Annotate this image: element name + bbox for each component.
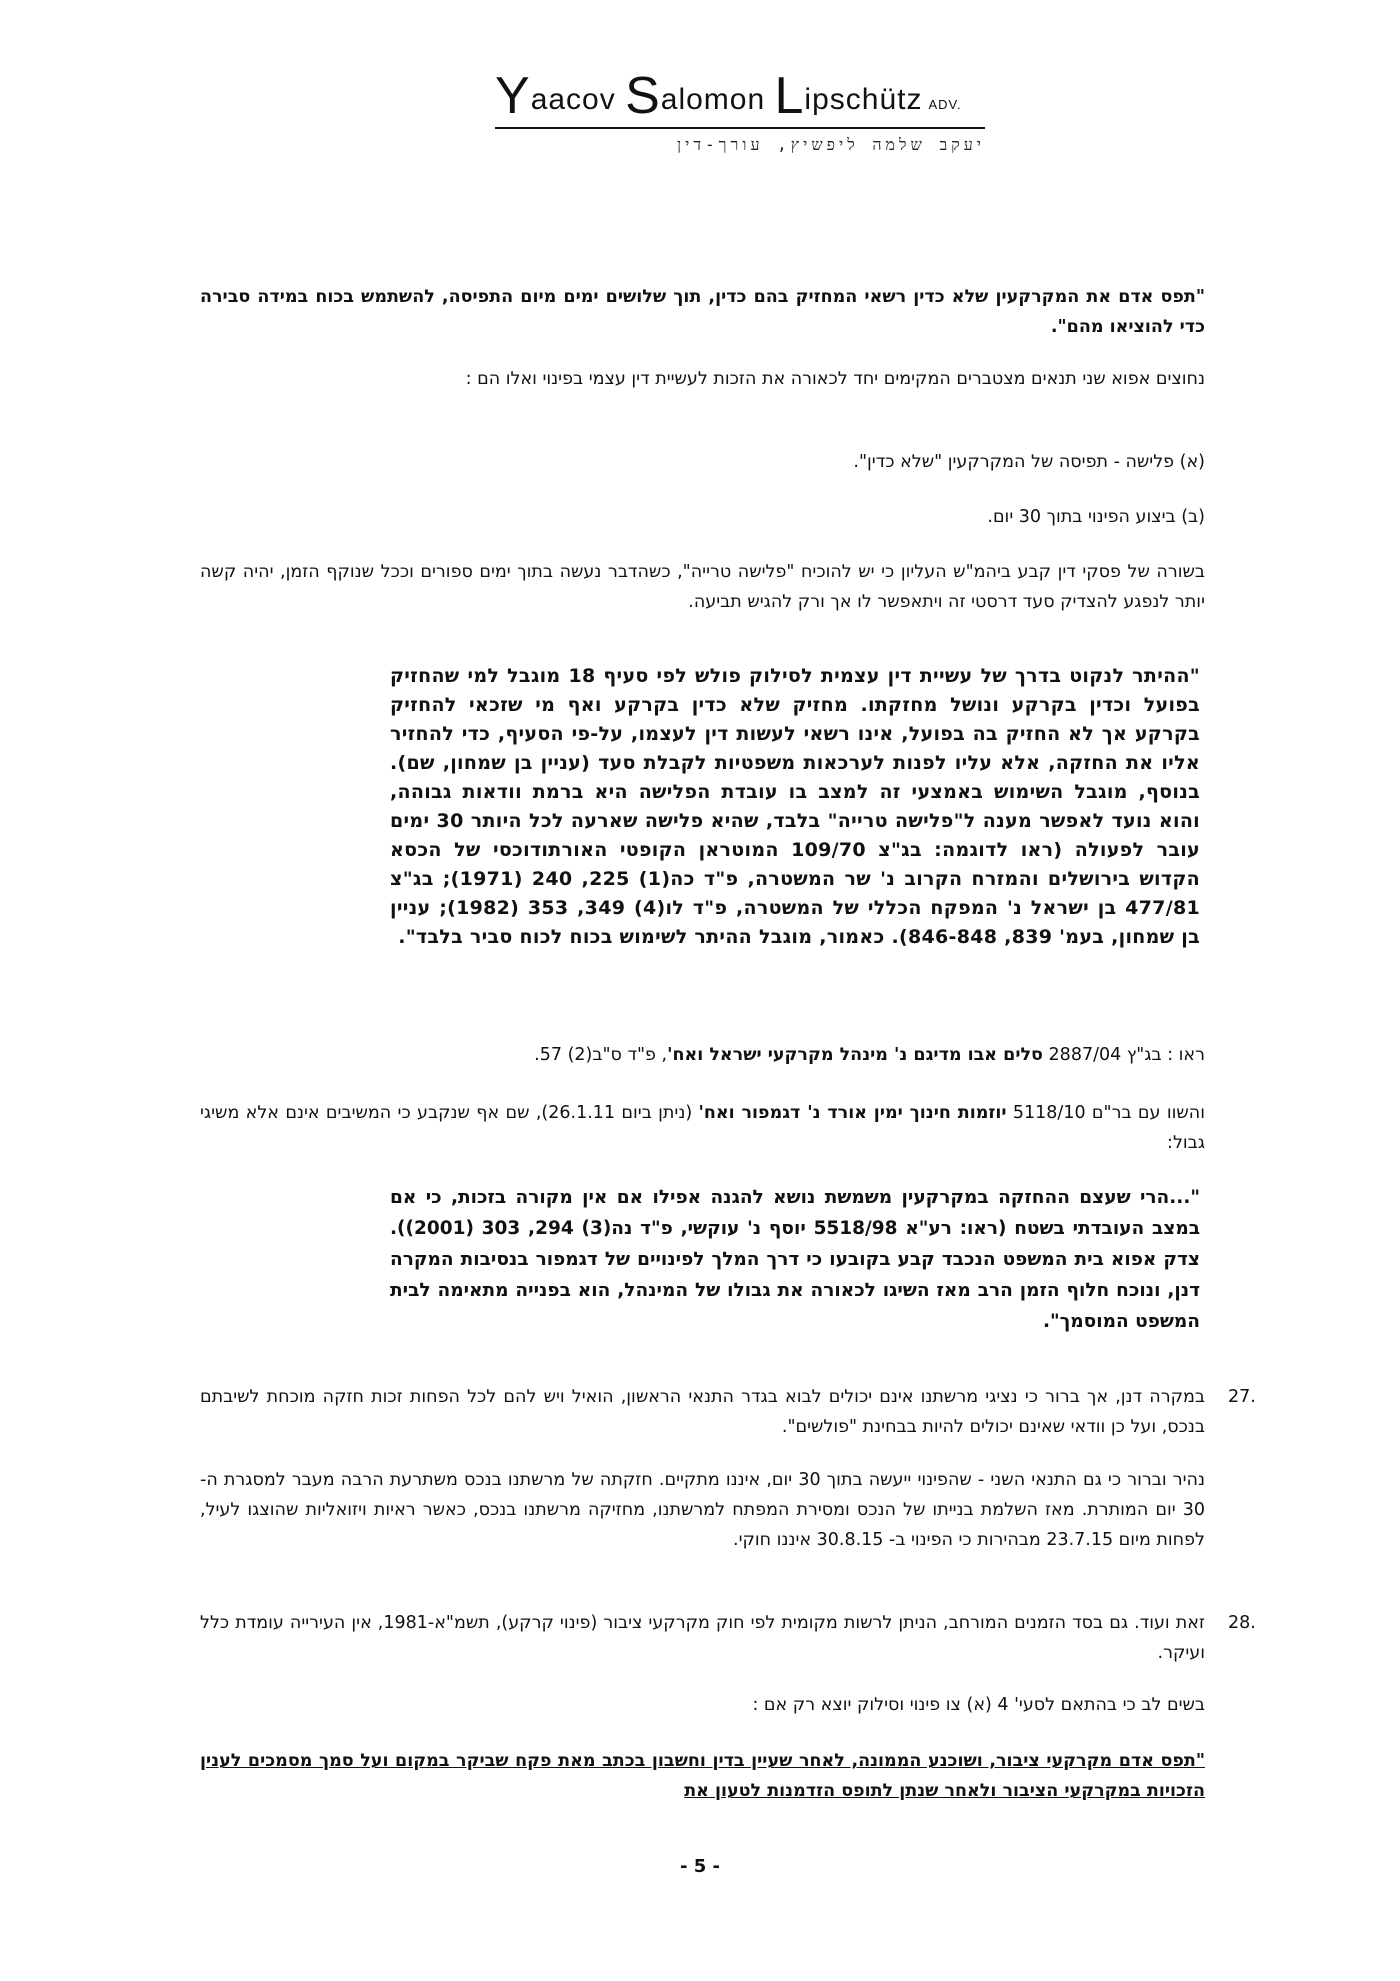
paragraph-item-27: במקרה דנן, אך ברור כי נציגי מרשתנו אינם יכולים לבוא בגדר התנאי הראשון, הואיל ויש להם לכל הפחות זכות חזקה מוכחת לשיבתם בנכס, ועל כן וודאי שאינם יכולים להיות בבחינת "פולשים".: [200, 1387, 1205, 1437]
quote-block-1: "ההיתר לנקוט בדרך של עשיית דין עצמית לסילוק פולש לפי סעיף 18 מוגבל למי שהחזיק בפועל וכדין בקרקע ונושל מחזקתו. מחזיק שלא כדין בקרקע ואף מי שזכאי להחזיק בקרקע אך לא החזיק בה בפועל, אינו רשאי לעשות דין לעצמו, על-פי הסעיף, כדי להחזיר אליו את החזקה, אלא עליו לפנות לערכאות משפטיות לקבלת סעד (עניין בן שמחון, שם). בנוסף, מוגבל השימוש באמצעי זה למצב בו עובדת הפלישה היא ברמת וודאות גבוהה, והוא נועד לאפשר מענה ל"פלישה טרייה" בלבד, שהיא פלישה שארעה לכל היותר 30 ימים עובר לפעולה (ראו לדוגמה: בג"צ 109/70 המוטראן הקופטי האורתודוכסי של הכסא הקדוש בירושלים והמזרח הקרוב נ' שר המשטרה, פ"ד כה(1) 225, 240 (1971); בג"צ 477/81 בן ישראל נ' המפקח הכללי של המשטרה, פ"ד לו(4) 349, 353 (1982); עניין בן שמחון, בעמ' 839, 846-848). כאמור, מוגבל ההיתר לשימוש בכוח לכוח סביר בלבד".: [390, 665, 1200, 948]
paragraph-see-citation: ראו : בג"ץ 2887/04 סלים אבו מדיגם נ' מינהל מקרקעי ישראל ואח', פ"ד ס"ב(2) 57.: [534, 1045, 1205, 1065]
quote-block-2: "...הרי שעצם ההחזקה במקרקעין משמשת נושא להגנה אפילו אם אין מקורה בזכות, כי אם במצב העובדתי בשטח (ראו: רע"א 5518/98 יוסף נ' עוקשי, פ"ד נה(3) 294, 303 (2001)). צדק אפוא בית המשפט הנכבד קבע בקובעו כי דרך המלך לפינויים של דגמפור בנסיבות המקרה דנן, ונוכח חלוף הזמן הרב מאז השיגו לכאורה את גבולו של המינהל, הוא בפנייה מתאימה לבית המשפט המוסמך".: [390, 1187, 1200, 1332]
item-number-27: 27.: [1228, 1387, 1256, 1407]
paragraph-item-28: זאת ועוד. גם בסד הזמנים המורחב, הניתן לרשות מקומית לפי חוק מקרקעי ציבור (פינוי קרקע), תשמ"א-1981, אין העירייה עומדת כלל ועיקר.: [200, 1613, 1205, 1663]
paragraph-second-condition: נהיר וברור כי גם התנאי השני - שהפינוי ייעשה בתוך 30 יום, איננו מתקיים. חזקתה של מרשתנו בנכס משתרעת הרבה מעבר למסגרת ה- 30 יום המותרת. מאז השלמת בנייתו של הנכס ומסירת המפתח למרשתנו, מחזיקה מרשתנו בנכס, כאשר ראיות ויזואליות שהוצגו לעיל, לפחות מיום 23.7.15 מבהירות כי הפינוי ב- 30.8.15 איננו חוקי.: [200, 1470, 1205, 1550]
letterhead-title: ADV.: [928, 97, 962, 112]
letterhead-name: Yaacov Salomon Lipschütz ADV.: [495, 67, 962, 125]
item-number-28: 28.: [1228, 1613, 1256, 1633]
page-number: - 5 -: [680, 1856, 720, 1877]
paragraph-compare-citation: והשוו עם בר"ם 5118/10 יוזמות חינוך ימין אורד נ' דגמפור ואח' (ניתן ביום 26.1.11), שם אף שנקבע כי המשיבים אינם אלא משיגי גבול:: [200, 1103, 1205, 1153]
paragraph-conditions: נחוצים אפוא שני תנאים מצטברים המקימים יחד לכאורה את הזכות לעשיית דין עצמי בפינוי ואלו הם :: [465, 369, 1205, 389]
letterhead-rule: [495, 127, 985, 129]
paragraph-section-4a: בשים לב כי בהתאם לסעי' 4 (א) צו פינוי וסילוק יוצא רק אם :: [752, 1695, 1205, 1715]
paragraph-case-law: בשורה של פסקי דין קבע ביהמ"ש העליון כי יש להוכיח "פלישה טרייה", כשהדבר נעשה בתוך ימים ספורים וככל שנוקף הזמן, יהיה קשה יותר לנפגע להצדיק סעד דרסטי זה ויתאפשר לו אך ורק להגיש תביעה.: [200, 562, 1205, 612]
letterhead-hebrew: יעקב שלמה ליפשיץ, עורך-דין: [677, 135, 985, 154]
letterhead: [495, 67, 995, 155]
paragraph-quote-section18: "תפס אדם את המקרקעין שלא כדין רשאי המחזיק בהם כדין, תוך שלושים ימים מיום התפיסה, להשתמש בכוח במידה סבירה כדי להוציאו מהם".: [200, 287, 1205, 337]
paragraph-quote-public-land: "תפס אדם מקרקעי ציבור, ושוכנע הממונה, לאחר שעיין בדין וחשבון בכתב מאת פקח שביקר במקום ועל סמך מסמכים לענין הזכויות במקרקעי הציבור ולאחר שנתן לתופס הזדמנות לטעון את: [200, 1751, 1205, 1801]
paragraph-condition-b: (ב) ביצוע הפינוי בתוך 30 יום.: [987, 507, 1205, 527]
paragraph-condition-a: (א) פלישה - תפיסה של המקרקעין "שלא כדין".: [853, 452, 1205, 472]
